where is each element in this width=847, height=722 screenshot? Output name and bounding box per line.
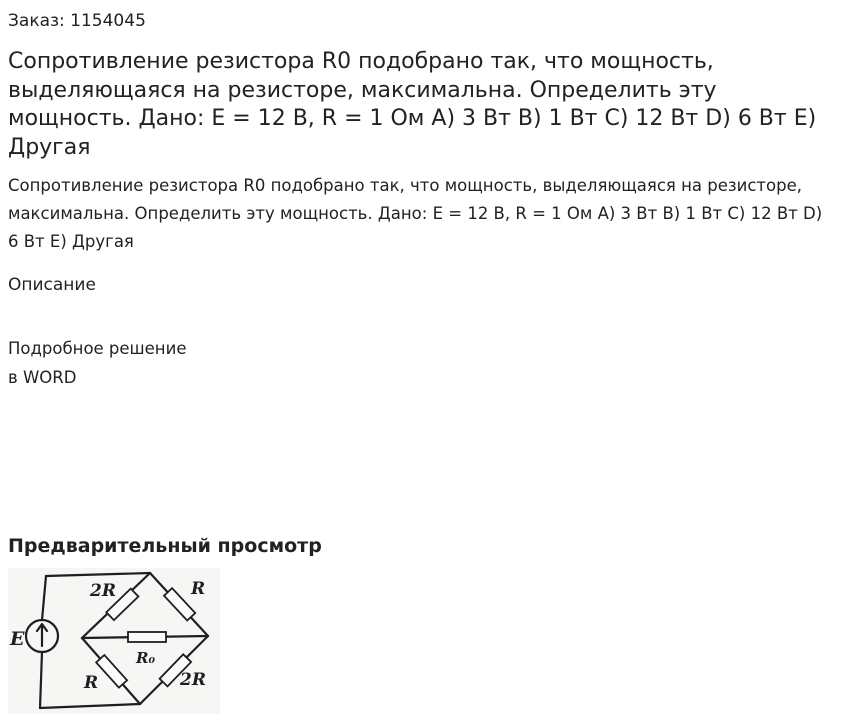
wire-bottom xyxy=(40,704,140,708)
circuit-diagram xyxy=(8,568,220,714)
label-top-right: R xyxy=(191,579,206,599)
resistor-bottom-left xyxy=(96,655,127,688)
label-source: E xyxy=(10,628,25,650)
label-bottom-right: 2R xyxy=(180,670,206,690)
wire-left-top xyxy=(42,576,46,620)
wire-left-bottom xyxy=(40,652,42,708)
preview-image[interactable] xyxy=(8,568,220,714)
preview-heading: Предварительный просмотр xyxy=(8,535,322,557)
description-body xyxy=(8,334,186,392)
label-bottom-left: R xyxy=(84,673,99,693)
wire-top xyxy=(46,573,150,576)
label-top-left: 2R xyxy=(90,581,116,601)
task-text: Сопротивление резистора R0 подобрано так, что мощность, выделяющаяся на резисторе, максимальна. Определить эту мощность. Дано: E = 12 В, R = 1 Ом A) 3 Вт B) 1 Вт C) 12 Вт D) 6 Вт E) Другая xyxy=(8,176,823,251)
description-line: Подробное решение xyxy=(8,339,187,358)
source-arrow-icon xyxy=(37,624,47,646)
resistor-middle xyxy=(128,632,166,642)
order-id: Заказ: 1154045 xyxy=(8,11,146,31)
description-heading: Описание xyxy=(8,275,96,295)
label-middle: R₀ xyxy=(136,649,156,667)
page-title: Сопротивление резистора R0 подобрано так, что мощность, выделяющаяся на резисторе, максимальна. Определить эту мощность. Дано: E = 12 В, R = 1 Ом A) 3 Вт B) 1 Вт C) 12 Вт D) 6 Вт E) Другая xyxy=(8,49,817,160)
description-line: в WORD xyxy=(8,368,77,387)
